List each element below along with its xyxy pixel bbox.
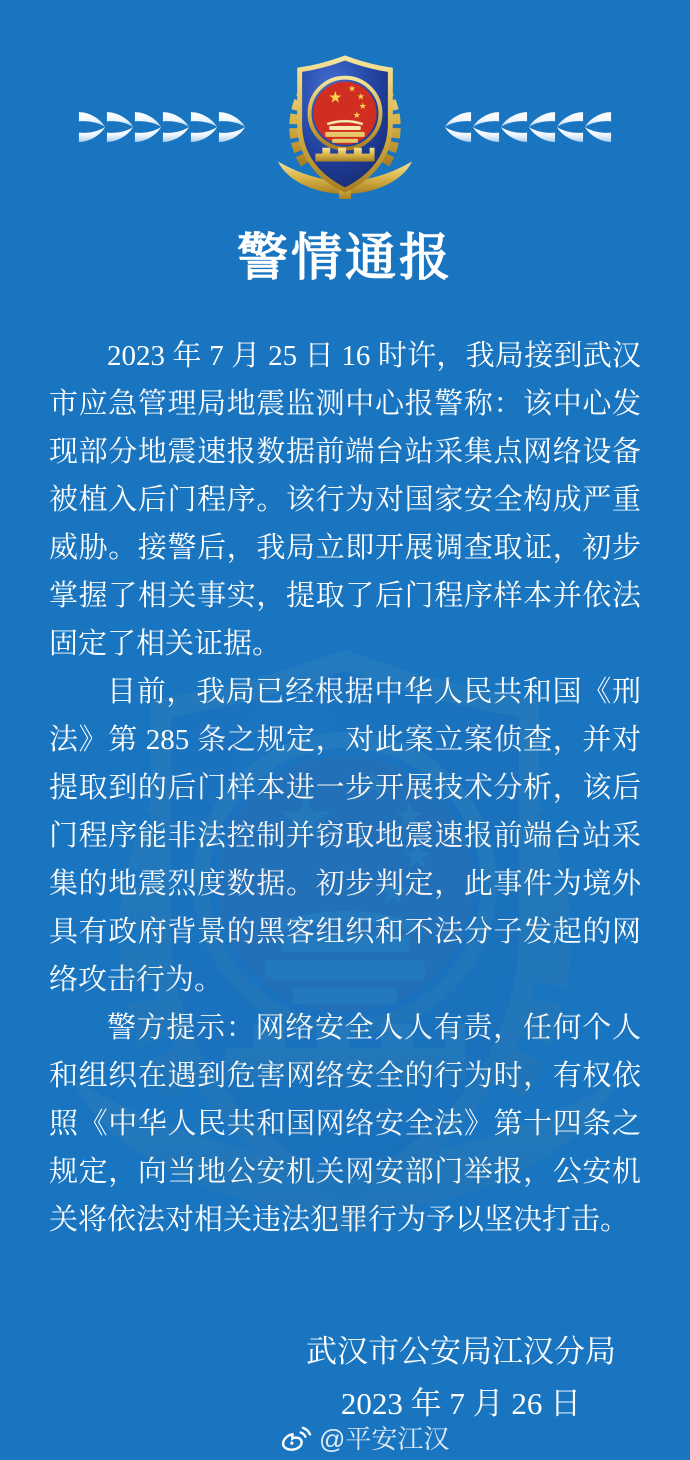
notice-header xyxy=(0,52,690,202)
police-badge-icon xyxy=(276,53,414,201)
notice-paragraph: 2023 年 7 月 25 日 16 时许，我局接到武汉市应急管理局地震监测中心报警称：该中心发现部分地震速报数据前端台站采集点网络设备被植入后门程序。该行为对国家安全构成严重威胁。接警后，我局立即开展调查取证，初步掌握了相关事实，提取了后门程序样本并依法固定了相关证据。 xyxy=(49,340,641,660)
signature-date: 2023 年 7 月 26 日 xyxy=(340,1386,582,1421)
weibo-watermark xyxy=(282,1424,449,1454)
chevron-icon xyxy=(106,111,134,143)
chevron-icon xyxy=(218,111,246,143)
chevron-icon xyxy=(134,111,162,143)
chevron-icon xyxy=(444,111,472,143)
notice-paragraph: 警方提示：网络安全人人有责，任何个人和组织在遇到危害网络安全的行为时，有权依照《中华人民共和国网络安全法》第十四条之规定，向当地公安机关网安部门举报，公安机关将依法对相关违法犯罪行为予以坚决打击。 xyxy=(49,1012,641,1236)
notice-paragraph: 目前，我局已经根据中华人民共和国《刑法》第 285 条之规定，对此案立案侦查，并对提取到的后门样本进一步开展技术分析，该后门程序能非法控制并窃取地震速报前端台站采集的地震烈度数据。初步判定，此事件为境外具有政府背景的黑客组织和不法分子发起的网络攻击行为。 xyxy=(49,676,641,996)
chevron-icon xyxy=(190,111,218,143)
signature-block xyxy=(306,1326,616,1430)
signature-agency: 武汉市公安局江汉分局 xyxy=(306,1334,616,1369)
weibo-handle: @平安江汉 xyxy=(319,1424,450,1454)
weibo-icon xyxy=(282,1426,312,1452)
chevron-icon xyxy=(556,111,584,143)
notice-title: 警情通报 xyxy=(236,229,453,286)
left-chevron-decoration xyxy=(78,110,246,144)
right-chevron-decoration xyxy=(444,110,612,144)
chevron-icon xyxy=(162,111,190,143)
chevron-icon xyxy=(500,111,528,143)
chevron-icon xyxy=(78,111,106,143)
chevron-icon xyxy=(528,111,556,143)
notice-body xyxy=(0,332,690,1244)
chevron-icon xyxy=(472,111,500,143)
chevron-icon xyxy=(584,111,612,143)
